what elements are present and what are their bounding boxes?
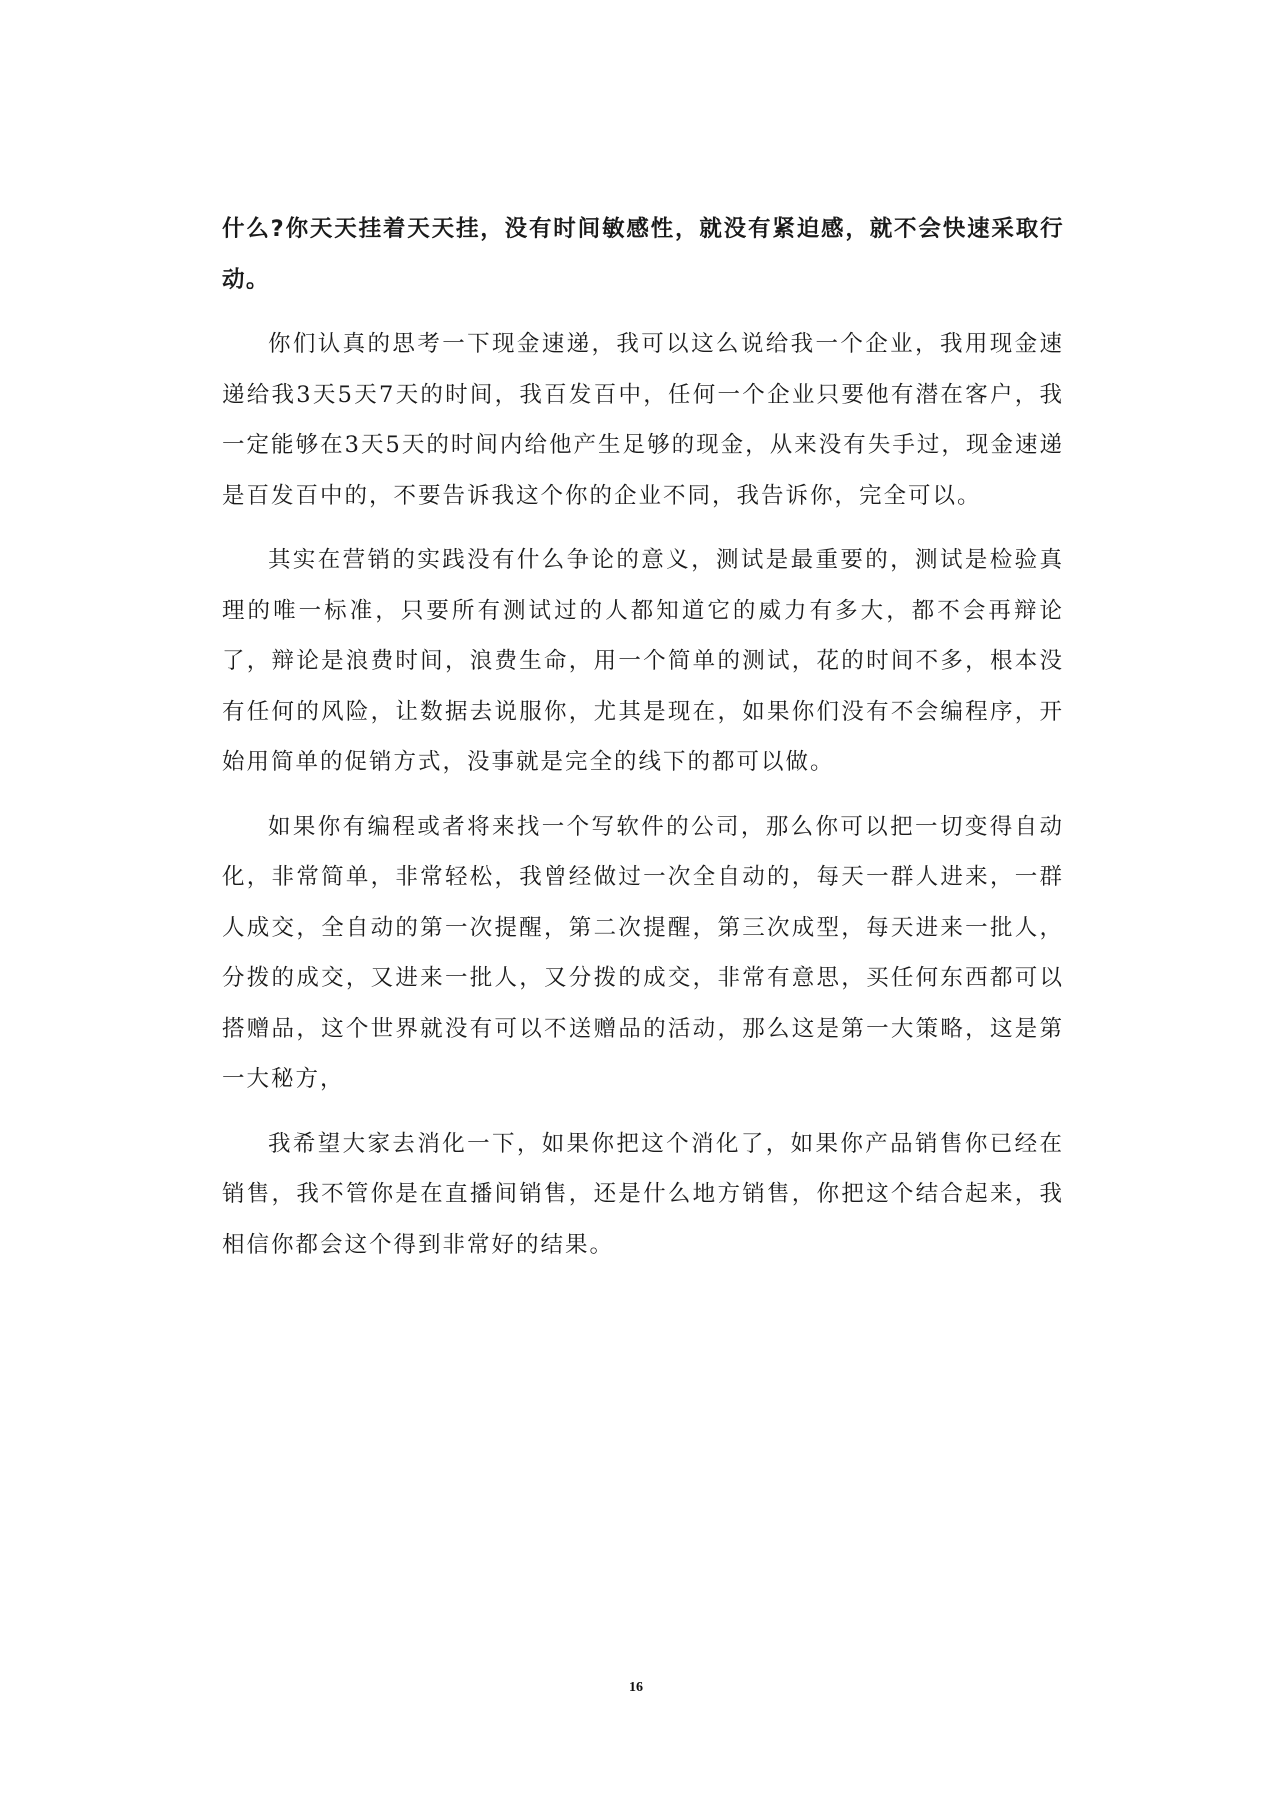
page-number: 16 [629, 1680, 643, 1695]
paragraph-conclusion: 我希望大家去消化一下，如果你把这个消化了，如果你产品销售你已经在销售，我不管你是在直播间销售，还是什么地方销售，你把这个结合起来，我相信你都会这个得到非常好的结果。 [222, 1130, 1064, 1258]
body-text [222, 204, 1064, 1270]
paragraph-cash-express: 你们认真的思考一下现金速递，我可以这么说给我一个企业，我用现金速递给我3天5天7天的时间，我百发百中，任何一个企业只要他有潜在客户，我一定能够在3天5天的时间内给他产生足够的现金，从来没有失手过，现金速递是百发百中的，不要告诉我这个你的企业不同，我告诉你，完全可以。 [222, 331, 1064, 509]
paragraph-testing: 其实在营销的实践没有什么争论的意义，测试是最重要的，测试是检验真理的唯一标准，只要所有测试过的人都知道它的威力有多大，都不会再辩论了，辩论是浪费时间，浪费生命，用一个简单的测试，花的时间不多，根本没有任何的风险，让数据去说服你，尤其是现在，如果你们没有不会编程序，开始用简单的促销方式，没事就是完全的线下的都可以做。 [222, 547, 1064, 775]
paragraph-continued: 什么?你天天挂着天天挂，没有时间敏感性，就没有紧迫感，就不会快速采取行动。 [222, 216, 1064, 293]
paragraph-automation: 如果你有编程或者将来找一个写软件的公司，那么你可以把一切变得自动化，非常简单，非常轻松，我曾经做过一次全自动的，每天一群人进来，一群人成交，全自动的第一次提醒，第二次提醒，第三次成型，每天进来一批人，分拨的成交，又进来一批人，又分拨的成交，非常有意思，买任何东西都可以搭赠品，这个世界就没有可以不送赠品的活动，那么这是第一大策略，这是第一大秘方， [222, 813, 1064, 1092]
